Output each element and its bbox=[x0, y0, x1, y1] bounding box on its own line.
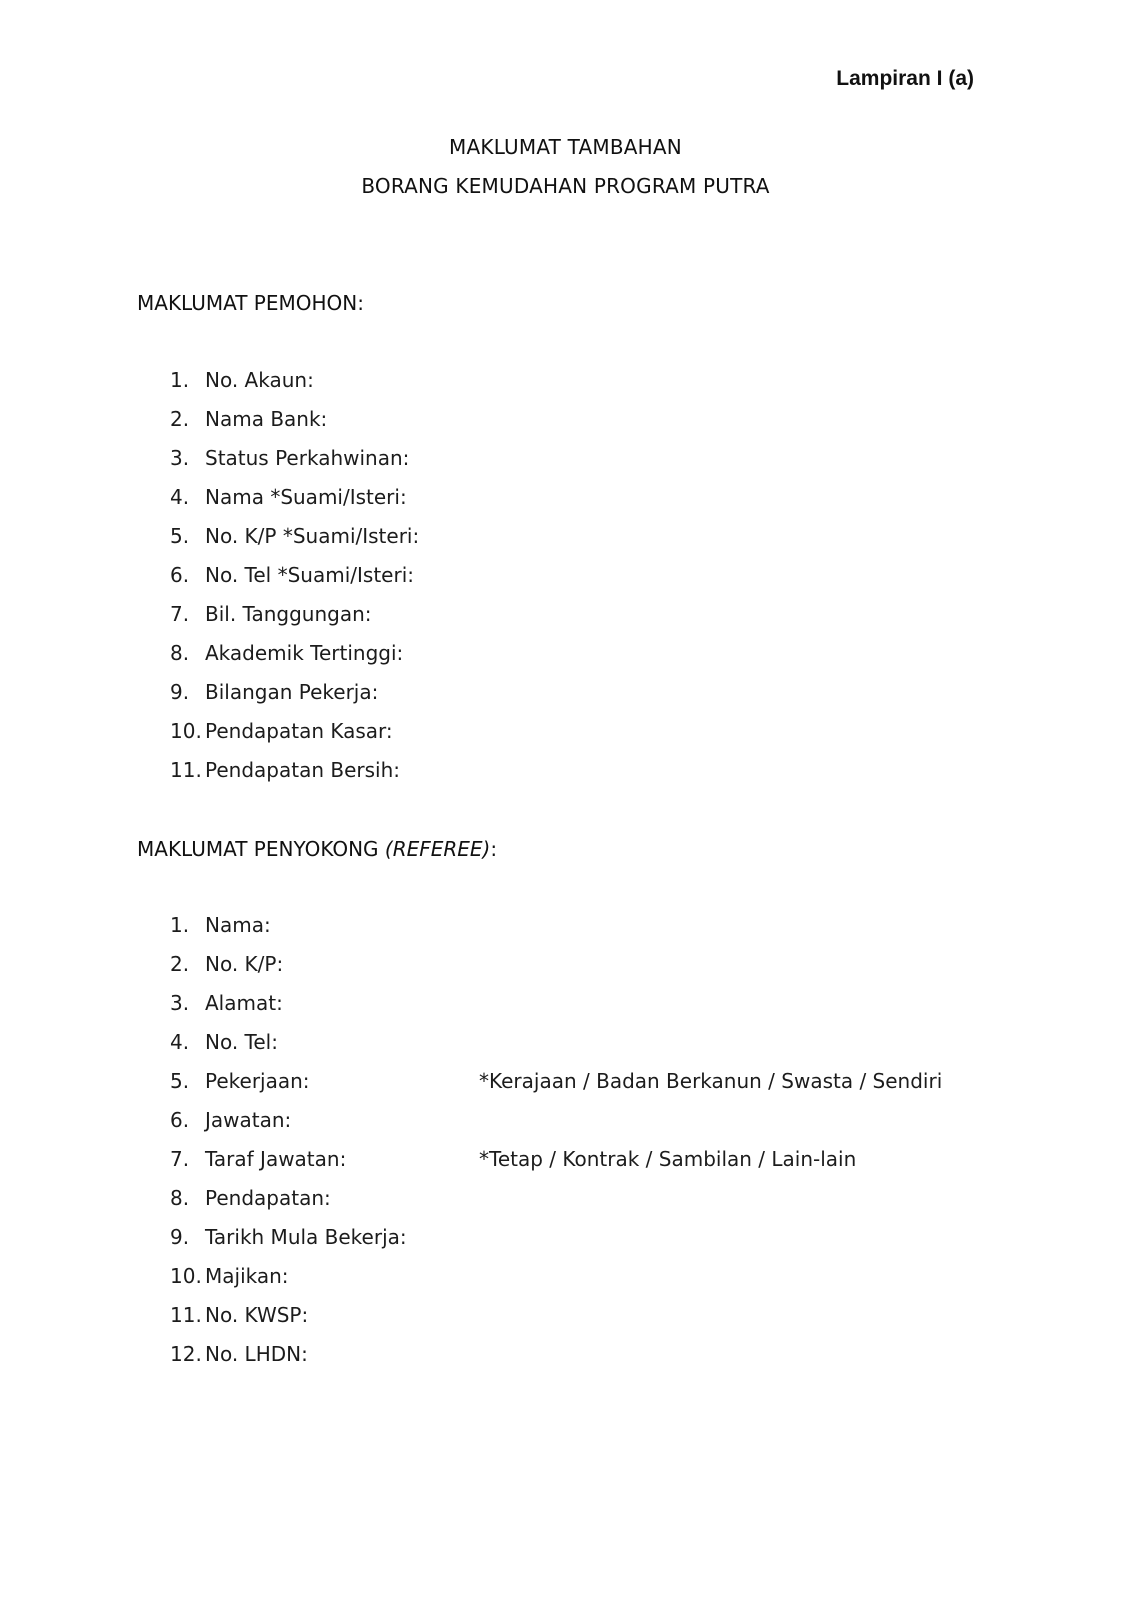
pemohon-field-pendapatan-kasar bbox=[170, 717, 419, 756]
field-label: Pendapatan: bbox=[205, 1186, 331, 1210]
field-label: No. Tel *Suami/Isteri: bbox=[205, 563, 414, 587]
field-label: No. K/P *Suami/Isteri: bbox=[205, 524, 420, 548]
pemohon-field-akademik bbox=[170, 639, 419, 678]
list-number: 5. bbox=[170, 524, 190, 548]
list-number: 4. bbox=[170, 1030, 190, 1054]
lampiran-label: Lampiran I (a) bbox=[836, 67, 974, 90]
heading-text: MAKLUMAT PENYOKONG bbox=[137, 837, 385, 861]
list-number: 3. bbox=[170, 446, 190, 470]
pekerjaan-options: *Kerajaan / Badan Berkanun / Swasta / Sendiri bbox=[479, 1069, 943, 1093]
list-number: 6. bbox=[170, 1108, 190, 1132]
penyokong-field-alamat bbox=[170, 989, 407, 1028]
list-number: 10. bbox=[170, 719, 202, 743]
penyokong-field-lhdn bbox=[170, 1340, 407, 1379]
penyokong-field-pendapatan bbox=[170, 1184, 407, 1223]
field-label: Nama: bbox=[205, 913, 271, 937]
field-label: Akademik Tertinggi: bbox=[205, 641, 404, 665]
pemohon-field-kp-pasangan bbox=[170, 522, 419, 561]
list-number: 11. bbox=[170, 758, 202, 782]
pemohon-field-no-akaun bbox=[170, 366, 419, 405]
taraf-jawatan-options: *Tetap / Kontrak / Sambilan / Lain-lain bbox=[479, 1147, 857, 1171]
field-label: Nama *Suami/Isteri: bbox=[205, 485, 407, 509]
field-label: Bil. Tanggungan: bbox=[205, 602, 372, 626]
pemohon-field-pendapatan-bersih bbox=[170, 756, 419, 795]
list-number: 5. bbox=[170, 1069, 190, 1093]
list-number: 7. bbox=[170, 1147, 190, 1171]
penyokong-field-nama bbox=[170, 911, 407, 950]
penyokong-field-kwsp bbox=[170, 1301, 407, 1340]
list-number: 12. bbox=[170, 1342, 202, 1366]
pemohon-field-status-perkahwinan bbox=[170, 444, 419, 483]
penyokong-field-majikan bbox=[170, 1262, 407, 1301]
heading-referee: (REFEREE) bbox=[384, 837, 491, 861]
field-label: No. Akaun: bbox=[205, 368, 314, 392]
pemohon-field-bilangan-pekerja bbox=[170, 678, 419, 717]
field-label: Bilangan Pekerja: bbox=[205, 680, 379, 704]
penyokong-field-list bbox=[170, 911, 943, 1379]
list-number: 9. bbox=[170, 1225, 190, 1249]
field-label: Tarikh Mula Bekerja: bbox=[205, 1225, 407, 1249]
list-number: 1. bbox=[170, 913, 190, 937]
list-number: 4. bbox=[170, 485, 190, 509]
pemohon-field-list bbox=[170, 366, 419, 795]
field-label: Pendapatan Kasar: bbox=[205, 719, 393, 743]
field-label: Jawatan: bbox=[205, 1108, 292, 1132]
list-number: 8. bbox=[170, 641, 190, 665]
penyokong-field-taraf-jawatan bbox=[170, 1145, 857, 1184]
pemohon-field-nama-pasangan bbox=[170, 483, 419, 522]
field-label: Alamat: bbox=[205, 991, 283, 1015]
list-number: 2. bbox=[170, 952, 190, 976]
field-label: Majikan: bbox=[205, 1264, 289, 1288]
field-label: Nama Bank: bbox=[205, 407, 328, 431]
document-subtitle: BORANG KEMUDAHAN PROGRAM PUTRA bbox=[361, 174, 770, 198]
list-number: 2. bbox=[170, 407, 190, 431]
heading-colon: : bbox=[490, 837, 498, 861]
list-number: 7. bbox=[170, 602, 190, 626]
field-label: No. LHDN: bbox=[205, 1342, 308, 1366]
field-label: Taraf Jawatan: bbox=[205, 1147, 347, 1171]
pemohon-field-tanggungan bbox=[170, 600, 419, 639]
penyokong-field-tel bbox=[170, 1028, 407, 1067]
list-number: 10. bbox=[170, 1264, 202, 1288]
list-number: 8. bbox=[170, 1186, 190, 1210]
penyokong-field-kp bbox=[170, 950, 407, 989]
field-label: No. Tel: bbox=[205, 1030, 278, 1054]
pemohon-field-tel-pasangan bbox=[170, 561, 419, 600]
list-number: 11. bbox=[170, 1303, 202, 1327]
list-number: 9. bbox=[170, 680, 190, 704]
field-label: No. K/P: bbox=[205, 952, 284, 976]
field-label: No. KWSP: bbox=[205, 1303, 309, 1327]
penyokong-field-tarikh-mula bbox=[170, 1223, 407, 1262]
penyokong-field-pekerjaan bbox=[170, 1067, 943, 1106]
list-number: 6. bbox=[170, 563, 190, 587]
field-label: Pekerjaan: bbox=[205, 1069, 310, 1093]
pemohon-section-heading: MAKLUMAT PEMOHON: bbox=[137, 291, 364, 315]
field-label: Pendapatan Bersih: bbox=[205, 758, 400, 782]
penyokong-section-heading bbox=[137, 837, 497, 861]
pemohon-field-nama-bank bbox=[170, 405, 419, 444]
list-number: 1. bbox=[170, 368, 190, 392]
penyokong-field-jawatan bbox=[170, 1106, 407, 1145]
document-title: MAKLUMAT TAMBAHAN bbox=[449, 135, 682, 159]
field-label: Status Perkahwinan: bbox=[205, 446, 410, 470]
list-number: 3. bbox=[170, 991, 190, 1015]
